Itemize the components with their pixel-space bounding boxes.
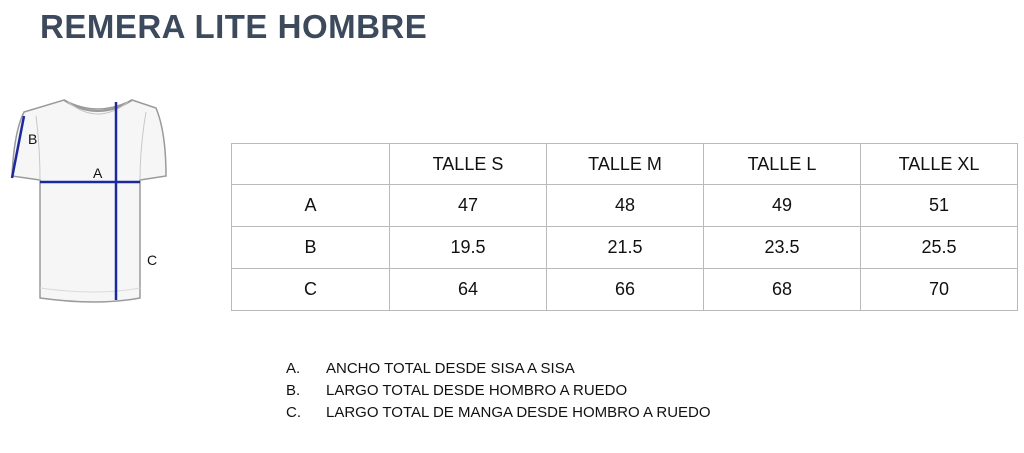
measure-label-c: C — [147, 252, 158, 268]
table-cell: 68 — [704, 269, 861, 311]
table-header-row — [232, 144, 1018, 185]
legend-text: ANCHO TOTAL DESDE SISA A SISA — [326, 360, 575, 377]
legend-letter: B. — [286, 382, 301, 399]
table-cell: 49 — [704, 185, 861, 227]
table-cell: 64 — [390, 269, 547, 311]
table-cell: 21.5 — [547, 227, 704, 269]
legend-item — [286, 358, 711, 380]
legend-text: LARGO TOTAL DE MANGA DESDE HOMBRO A RUEDO — [326, 404, 711, 421]
tshirt-measurement-diagram — [6, 92, 196, 312]
measure-label-b: B — [28, 131, 38, 147]
measurement-legend — [286, 358, 711, 424]
table-header-cell: TALLE S — [390, 144, 547, 185]
row-label: C — [232, 269, 390, 311]
legend-letter: C. — [286, 404, 301, 421]
legend-letter: A. — [286, 360, 301, 377]
table-header-cell — [232, 144, 390, 185]
table-header-cell: TALLE XL — [861, 144, 1018, 185]
table-cell: 70 — [861, 269, 1018, 311]
legend-text: LARGO TOTAL DESDE HOMBRO A RUEDO — [326, 382, 628, 399]
table-row — [232, 185, 1018, 227]
size-table — [231, 143, 1018, 311]
table-cell: 66 — [547, 269, 704, 311]
table-cell: 23.5 — [704, 227, 861, 269]
row-label: A — [232, 185, 390, 227]
table-cell: 48 — [547, 185, 704, 227]
page-title: REMERA LITE HOMBRE — [40, 8, 428, 45]
table-cell: 25.5 — [861, 227, 1018, 269]
table-header-cell: TALLE L — [704, 144, 861, 185]
table-cell: 47 — [390, 185, 547, 227]
table-row — [232, 227, 1018, 269]
table-cell: 19.5 — [390, 227, 547, 269]
row-label: B — [232, 227, 390, 269]
table-header-cell: TALLE M — [547, 144, 704, 185]
measure-label-a: A — [93, 165, 103, 181]
table-cell: 51 — [861, 185, 1018, 227]
legend-item — [286, 402, 711, 424]
table-row — [232, 269, 1018, 311]
legend-item — [286, 380, 711, 402]
